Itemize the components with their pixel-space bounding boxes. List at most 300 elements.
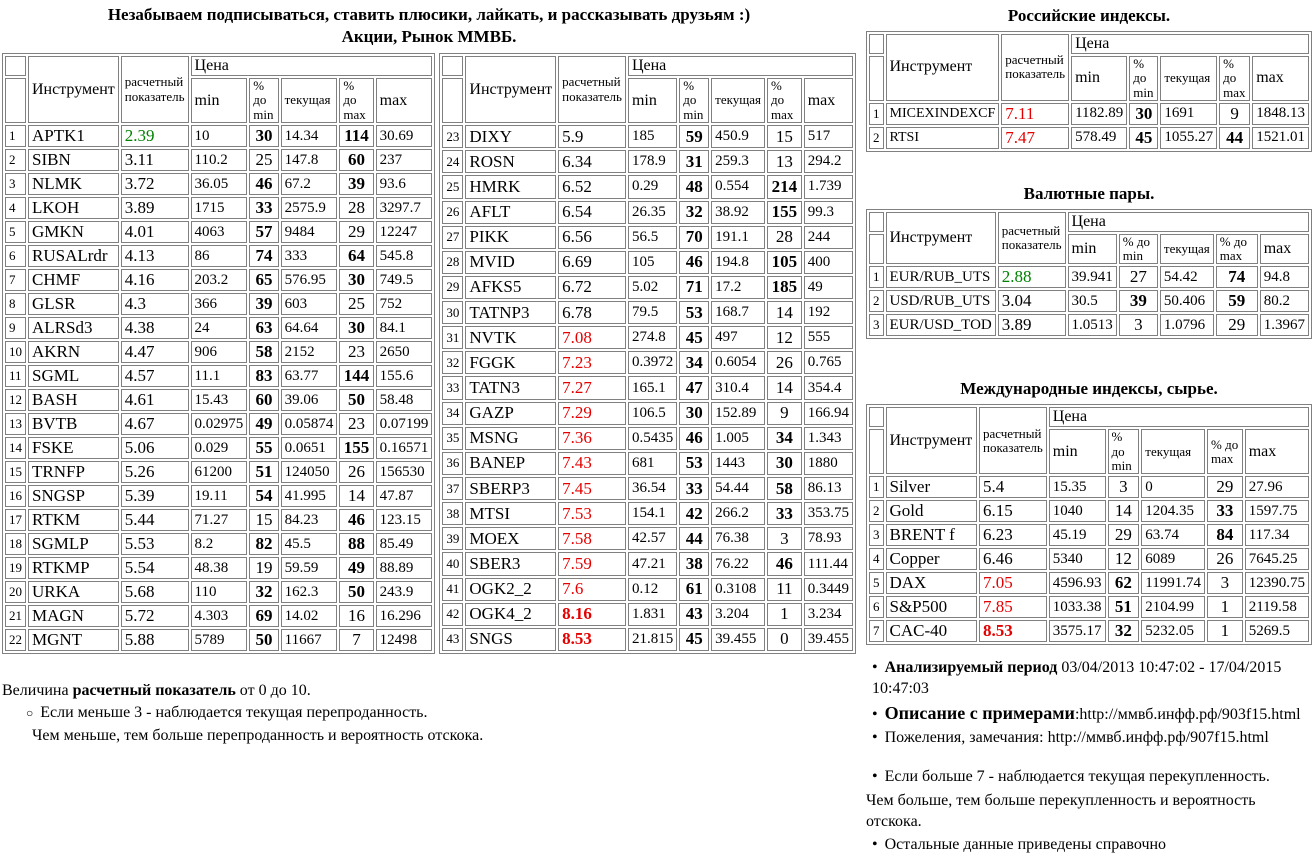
- description-url: :http://ммвб.инфф.рф/903f15.html: [1074, 705, 1301, 723]
- header-instrument: Инструмент: [886, 407, 977, 474]
- table-row: [5, 125, 432, 147]
- row-number-cell: 35: [442, 427, 463, 450]
- indicator-cell: 8.53: [979, 620, 1047, 642]
- indicator-cell: 5.39: [121, 485, 189, 507]
- pct-to-max-cell: 46: [767, 552, 802, 575]
- indicator-cell: 6.15: [979, 500, 1047, 522]
- header-min: min: [191, 78, 248, 123]
- max-cell: 752: [376, 293, 433, 315]
- current-cell: 45.5: [281, 533, 338, 555]
- min-cell: 0.29: [628, 175, 677, 198]
- table-row: [5, 317, 432, 339]
- table-row: [442, 326, 853, 349]
- table-row: [442, 351, 853, 374]
- row-number-cell: 33: [442, 376, 463, 399]
- header-corner: [869, 429, 884, 474]
- current-cell: 497: [711, 326, 765, 349]
- indicator-cell: 7.29: [558, 402, 626, 425]
- pct-to-min-cell: 71: [679, 276, 709, 299]
- header-max: max: [1245, 429, 1309, 474]
- pct-to-min-cell: 14: [1108, 500, 1140, 522]
- max-cell: 94.8: [1260, 266, 1309, 288]
- pct-to-min-cell: 38: [679, 552, 709, 575]
- table-row: [5, 413, 432, 435]
- page-title: Акции, Рынок ММВБ.: [341, 27, 517, 47]
- current-cell: 0.05874: [281, 413, 338, 435]
- header-pct-to-max: % до max: [1219, 56, 1250, 101]
- table-row: [5, 293, 432, 315]
- current-cell: 576.95: [281, 269, 338, 291]
- table-row: [442, 578, 853, 601]
- max-cell: 16.296: [376, 605, 433, 627]
- header-instrument: Инструмент: [886, 212, 996, 265]
- current-cell: 3.204: [711, 603, 765, 626]
- russian-indices-table: [866, 31, 1312, 152]
- min-cell: 26.35: [628, 201, 677, 224]
- indicator-cell: 7.11: [1001, 103, 1069, 125]
- analysis-period-line: [866, 657, 1312, 699]
- instrument-cell: SGMLP: [28, 533, 119, 555]
- current-cell: 14.02: [281, 605, 338, 627]
- indicator-cell: 6.72: [558, 276, 626, 299]
- pct-to-max-cell: 185: [767, 276, 802, 299]
- pct-to-max-cell: 26: [767, 351, 802, 374]
- min-cell: 105: [628, 251, 677, 274]
- min-cell: 203.2: [191, 269, 248, 291]
- min-cell: 30.5: [1068, 290, 1117, 312]
- indicator-cell: 4.67: [121, 413, 189, 435]
- current-cell: 14.34: [281, 125, 338, 147]
- indicator-cell: 7.27: [558, 376, 626, 399]
- pct-to-max-cell: 28: [339, 197, 373, 219]
- header-max: max: [1260, 234, 1309, 265]
- table-row: [869, 266, 1309, 288]
- analysis-period-value: 03/04/2013 10:47:02 - 17/04/2015 10:47:03: [872, 659, 1282, 698]
- table-row: [442, 402, 853, 425]
- current-cell: 191.1: [711, 226, 765, 249]
- indicator-cell: 7.08: [558, 326, 626, 349]
- current-cell: 266.2: [711, 502, 765, 525]
- max-cell: 237: [376, 149, 433, 171]
- instrument-cell: TATN3: [465, 376, 556, 399]
- header-row: [442, 56, 853, 76]
- indicator-cell: 4.13: [121, 245, 189, 267]
- bullet-icon: •: [872, 835, 878, 853]
- current-cell: 6089: [1141, 548, 1205, 570]
- instrument-cell: TATNP3: [465, 301, 556, 324]
- bullet-icon: •: [872, 659, 878, 677]
- pct-to-max-cell: 7: [339, 629, 373, 651]
- min-cell: 1033.38: [1049, 596, 1106, 618]
- min-cell: 0.5435: [628, 427, 677, 450]
- max-cell: 155.6: [376, 365, 433, 387]
- pct-to-min-cell: 43: [679, 603, 709, 626]
- row-number-cell: 38: [442, 502, 463, 525]
- row-number-cell: 5: [869, 572, 884, 594]
- table-row: [869, 524, 1309, 546]
- indicator-cell: 5.54: [121, 557, 189, 579]
- stocks-table-part2: [439, 53, 856, 654]
- max-cell: 80.2: [1260, 290, 1309, 312]
- indicator-cell: 7.23: [558, 351, 626, 374]
- indicator-cell: 3.04: [998, 290, 1066, 312]
- indices-zone: [866, 2, 1312, 857]
- current-cell: 84.23: [281, 509, 338, 531]
- pct-to-min-cell: 60: [249, 389, 278, 411]
- pct-to-max-cell: 105: [767, 251, 802, 274]
- header-indicator: расчетный показатель: [998, 212, 1066, 265]
- table-row: [442, 376, 853, 399]
- description-line: [866, 702, 1312, 726]
- instrument-cell: URKA: [28, 581, 119, 603]
- current-cell: 76.22: [711, 552, 765, 575]
- page-titles: [2, 4, 856, 48]
- pct-to-max-cell: 50: [339, 389, 373, 411]
- current-cell: 124050: [281, 461, 338, 483]
- max-cell: 84.1: [376, 317, 433, 339]
- min-cell: 4.303: [191, 605, 248, 627]
- current-cell: 1.0796: [1160, 314, 1214, 336]
- other-data-text: Остальные данные приведены справочно: [884, 835, 1167, 853]
- min-cell: 21.815: [628, 628, 677, 651]
- current-cell: 11667: [281, 629, 338, 651]
- header-indicator: расчетный показатель: [979, 407, 1047, 474]
- overbought-continuation: Чем больше, тем больше перекупленность и вероятность отскока.: [866, 791, 1256, 830]
- instrument-cell: BVTB: [28, 413, 119, 435]
- row-number-cell: 4: [5, 197, 26, 219]
- current-cell: 67.2: [281, 173, 338, 195]
- header-corner: [5, 56, 26, 76]
- pct-to-min-cell: 25: [249, 149, 278, 171]
- min-cell: 178.9: [628, 150, 677, 173]
- header-min: min: [1068, 234, 1117, 265]
- pct-to-min-cell: 48: [679, 175, 709, 198]
- pct-to-min-cell: 39: [249, 293, 278, 315]
- row-number-cell: 42: [442, 603, 463, 626]
- analysis-period-label: Анализируемый период: [884, 659, 1058, 677]
- row-number-cell: 3: [869, 524, 884, 546]
- pct-to-max-cell: 26: [1207, 548, 1243, 570]
- max-cell: 7645.25: [1245, 548, 1309, 570]
- min-cell: 366: [191, 293, 248, 315]
- pct-to-min-cell: 15: [249, 509, 278, 531]
- min-cell: 681: [628, 452, 677, 475]
- current-cell: 17.2: [711, 276, 765, 299]
- row-number-cell: 13: [5, 413, 26, 435]
- header-instrument: Инструмент: [886, 34, 1000, 101]
- instrument-cell: MTSI: [465, 502, 556, 525]
- max-cell: 354.4: [804, 376, 853, 399]
- current-cell: 0.3108: [711, 578, 765, 601]
- pct-to-max-cell: 14: [767, 376, 802, 399]
- pct-to-max-cell: 3: [1207, 572, 1243, 594]
- instrument-cell: BASH: [28, 389, 119, 411]
- current-cell: 0.554: [711, 175, 765, 198]
- min-cell: 61200: [191, 461, 248, 483]
- header-row: [869, 407, 1309, 427]
- pct-to-max-cell: 60: [339, 149, 373, 171]
- row-number-cell: 2: [5, 149, 26, 171]
- indicator-cell: 7.58: [558, 527, 626, 550]
- pct-to-max-cell: 50: [339, 581, 373, 603]
- instrument-cell: MSNG: [465, 427, 556, 450]
- min-cell: 5.02: [628, 276, 677, 299]
- row-number-cell: 41: [442, 578, 463, 601]
- indicator-cell: 4.38: [121, 317, 189, 339]
- currency-pairs-table: [866, 209, 1312, 340]
- instrument-cell: OGK2_2: [465, 578, 556, 601]
- max-cell: 88.89: [376, 557, 433, 579]
- indicator-cell: 8.16: [558, 603, 626, 626]
- max-cell: 166.94: [804, 402, 853, 425]
- pct-to-max-cell: 29: [339, 221, 373, 243]
- instrument-cell: GMKN: [28, 221, 119, 243]
- indicator-cell: 4.57: [121, 365, 189, 387]
- current-cell: 9484: [281, 221, 338, 243]
- header-pct-to-min: % до min: [1119, 234, 1158, 265]
- current-cell: 333: [281, 245, 338, 267]
- instrument-cell: RTKMP: [28, 557, 119, 579]
- current-cell: 194.8: [711, 251, 765, 274]
- instrument-cell: ROSN: [465, 150, 556, 173]
- max-cell: 294.2: [804, 150, 853, 173]
- header-corner: [442, 56, 463, 76]
- min-cell: 39.941: [1068, 266, 1117, 288]
- pct-to-min-cell: 30: [679, 402, 709, 425]
- header-corner: [869, 212, 884, 232]
- row-number-cell: 28: [442, 251, 463, 274]
- row-number-cell: 36: [442, 452, 463, 475]
- table-row: [442, 175, 853, 198]
- indicator-cell: 4.3: [121, 293, 189, 315]
- pct-to-min-cell: 31: [679, 150, 709, 173]
- max-cell: 3297.7: [376, 197, 433, 219]
- wishes-text: Пожеления, замечания: http://ммвб.инфф.рф/907f15.html: [884, 729, 1269, 747]
- pct-to-max-cell: 214: [767, 175, 802, 198]
- instrument-cell: DAX: [886, 572, 977, 594]
- pct-to-min-cell: 82: [249, 533, 278, 555]
- legend-oversold-line: [26, 702, 856, 724]
- header-row: [5, 56, 432, 76]
- header-corner: [442, 78, 463, 123]
- indicator-cell: 4.47: [121, 341, 189, 363]
- max-cell: 85.49: [376, 533, 433, 555]
- row-number-cell: 29: [442, 276, 463, 299]
- min-cell: 0.029: [191, 437, 248, 459]
- instrument-cell: SGML: [28, 365, 119, 387]
- max-cell: 93.6: [376, 173, 433, 195]
- indicator-cell: 6.78: [558, 301, 626, 324]
- instrument-cell: MOEX: [465, 527, 556, 550]
- current-cell: 64.64: [281, 317, 338, 339]
- row-number-cell: 25: [442, 175, 463, 198]
- row-number-cell: 7: [5, 269, 26, 291]
- table-row: [5, 485, 432, 507]
- header-pct-to-min: % до min: [1108, 429, 1140, 474]
- min-cell: 71.27: [191, 509, 248, 531]
- instrument-cell: FGGK: [465, 351, 556, 374]
- instrument-cell: Silver: [886, 476, 977, 498]
- instrument-cell: EUR/USD_TOD: [886, 314, 996, 336]
- table-row: [5, 173, 432, 195]
- pct-to-max-cell: 9: [767, 402, 802, 425]
- pct-to-max-cell: 58: [767, 477, 802, 500]
- header-current: текущая: [1160, 234, 1214, 265]
- indicator-cell: 2.39: [121, 125, 189, 147]
- pct-to-min-cell: 27: [1119, 266, 1158, 288]
- max-cell: 86.13: [804, 477, 853, 500]
- min-cell: 36.54: [628, 477, 677, 500]
- indicator-cell: 6.54: [558, 201, 626, 224]
- max-cell: 244: [804, 226, 853, 249]
- row-number-cell: 43: [442, 628, 463, 651]
- min-cell: 15.43: [191, 389, 248, 411]
- bullet-icon: •: [872, 729, 878, 747]
- pct-to-min-cell: 69: [249, 605, 278, 627]
- table-row: [869, 127, 1309, 149]
- pct-to-max-cell: 14: [767, 301, 802, 324]
- indicator-cell: 3.72: [121, 173, 189, 195]
- row-number-cell: 11: [5, 365, 26, 387]
- pct-to-max-cell: 46: [339, 509, 373, 531]
- current-cell: 1443: [711, 452, 765, 475]
- table-row: [442, 477, 853, 500]
- pct-to-min-cell: 51: [249, 461, 278, 483]
- min-cell: 79.5: [628, 301, 677, 324]
- max-cell: 749.5: [376, 269, 433, 291]
- header-current: текущая: [1141, 429, 1205, 474]
- instrument-cell: Copper: [886, 548, 977, 570]
- pct-to-min-cell: 51: [1108, 596, 1140, 618]
- pct-to-max-cell: 155: [767, 201, 802, 224]
- pct-to-min-cell: 46: [249, 173, 278, 195]
- legend-oversold-continuation: Чем меньше, тем больше перепроданность и вероятность отскока.: [32, 726, 484, 744]
- table-row: [869, 620, 1309, 642]
- max-cell: 1597.75: [1245, 500, 1309, 522]
- current-cell: 0.0651: [281, 437, 338, 459]
- min-cell: 1.831: [628, 603, 677, 626]
- row-number-cell: 31: [442, 326, 463, 349]
- table-row: [442, 628, 853, 651]
- pct-to-max-cell: 49: [339, 557, 373, 579]
- max-cell: 0.07199: [376, 413, 433, 435]
- pct-to-min-cell: 59: [679, 125, 709, 148]
- description-label: Описание с примерами: [884, 702, 1075, 723]
- pct-to-min-cell: 32: [679, 201, 709, 224]
- max-cell: 1848.13: [1252, 103, 1309, 125]
- row-number-cell: 4: [869, 548, 884, 570]
- indicator-cell: 7.36: [558, 427, 626, 450]
- header-max: max: [376, 78, 433, 123]
- pct-to-min-cell: 70: [679, 226, 709, 249]
- current-cell: 1055.27: [1160, 127, 1217, 149]
- min-cell: 185: [628, 125, 677, 148]
- row-number-cell: 20: [5, 581, 26, 603]
- indicator-cell: 7.43: [558, 452, 626, 475]
- current-cell: 11991.74: [1141, 572, 1205, 594]
- pct-to-max-cell: 74: [1216, 266, 1258, 288]
- header-current: текущая: [281, 78, 338, 123]
- header-pct-to-max: % до max: [339, 78, 373, 123]
- table-row: [442, 201, 853, 224]
- pct-to-min-cell: 3: [1119, 314, 1158, 336]
- legend-term: расчетный показатель: [72, 682, 236, 700]
- current-cell: 147.8: [281, 149, 338, 171]
- instrument-cell: FSKE: [28, 437, 119, 459]
- section-title-currency-pairs: Валютные пары.: [1023, 183, 1155, 203]
- row-number-cell: 16: [5, 485, 26, 507]
- table-row: [442, 276, 853, 299]
- pct-to-min-cell: 55: [249, 437, 278, 459]
- indicator-cell: 6.52: [558, 175, 626, 198]
- instrument-cell: MICEXINDEXCF: [886, 103, 1000, 125]
- wishes-line: [866, 727, 1312, 748]
- max-cell: 400: [804, 251, 853, 274]
- row-number-cell: 21: [5, 605, 26, 627]
- pct-to-max-cell: 33: [1207, 500, 1243, 522]
- legend-prefix: Величина: [2, 682, 73, 700]
- table-row: [5, 437, 432, 459]
- header-corner: [869, 407, 884, 427]
- pct-to-min-cell: 44: [679, 527, 709, 550]
- min-cell: 0.02975: [191, 413, 248, 435]
- min-cell: 3575.17: [1049, 620, 1106, 642]
- pct-to-min-cell: 32: [1108, 620, 1140, 642]
- pct-to-min-cell: 63: [249, 317, 278, 339]
- pct-to-min-cell: 33: [249, 197, 278, 219]
- instrument-cell: AFKS5: [465, 276, 556, 299]
- current-cell: 50.406: [1160, 290, 1214, 312]
- header-indicator: расчетный показатель: [1001, 34, 1069, 101]
- indicator-cell: 7.59: [558, 552, 626, 575]
- instrument-cell: GLSR: [28, 293, 119, 315]
- row-number-cell: 1: [869, 266, 884, 288]
- header-price: Цена: [191, 56, 433, 76]
- pct-to-min-cell: 61: [679, 578, 709, 601]
- instrument-cell: RTSI: [886, 127, 1000, 149]
- row-number-cell: 5: [5, 221, 26, 243]
- header-current: текущая: [1160, 56, 1217, 101]
- pct-to-min-cell: 29: [1108, 524, 1140, 546]
- header-instrument: Инструмент: [465, 56, 556, 123]
- pct-to-min-cell: 19: [249, 557, 278, 579]
- current-cell: 54.44: [711, 477, 765, 500]
- min-cell: 56.5: [628, 226, 677, 249]
- current-cell: 1204.35: [1141, 500, 1205, 522]
- indicator-cell: 6.34: [558, 150, 626, 173]
- row-number-cell: 1: [869, 103, 884, 125]
- pct-to-max-cell: 1: [767, 603, 802, 626]
- pct-to-min-cell: 58: [249, 341, 278, 363]
- current-cell: 168.7: [711, 301, 765, 324]
- section-title-russian-indices: Российские индексы.: [1007, 6, 1171, 25]
- table-row: [869, 548, 1309, 570]
- instrument-cell: TRNFP: [28, 461, 119, 483]
- indicator-cell: 5.4: [979, 476, 1047, 498]
- indicator-cell: 4.01: [121, 221, 189, 243]
- max-cell: 99.3: [804, 201, 853, 224]
- indicator-cell: 7.53: [558, 502, 626, 525]
- pct-to-max-cell: 26: [339, 461, 373, 483]
- pct-to-max-cell: 11: [767, 578, 802, 601]
- pct-to-max-cell: 3: [767, 527, 802, 550]
- max-cell: 78.93: [804, 527, 853, 550]
- row-number-cell: 26: [442, 201, 463, 224]
- current-cell: 41.995: [281, 485, 338, 507]
- table-row: [442, 527, 853, 550]
- row-number-cell: 2: [869, 500, 884, 522]
- row-number-cell: 10: [5, 341, 26, 363]
